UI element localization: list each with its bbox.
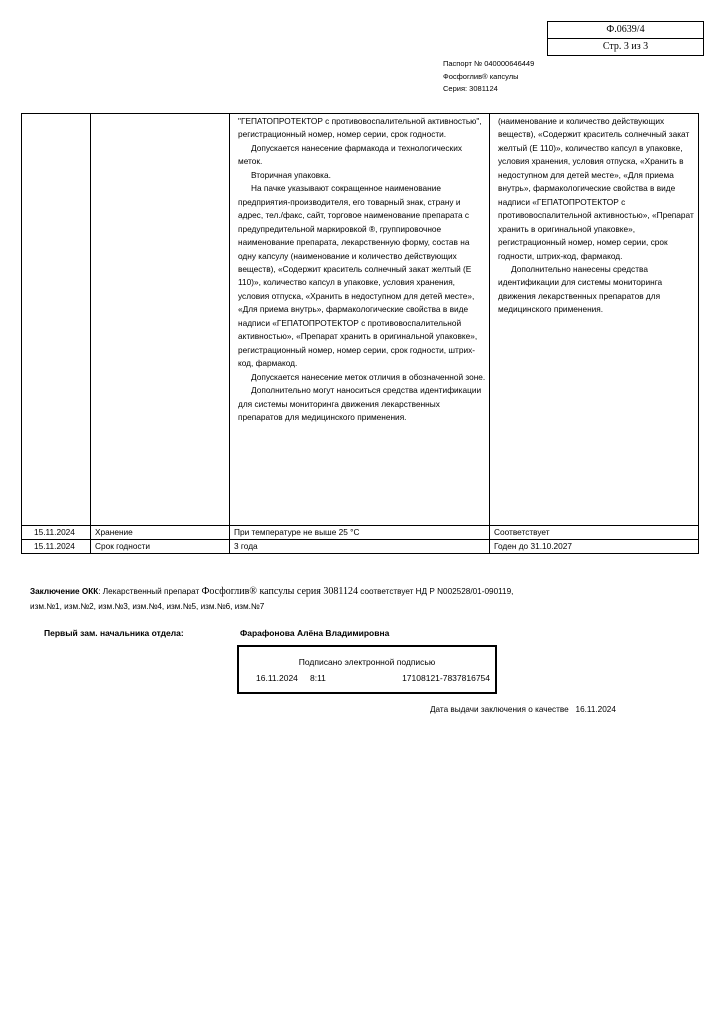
requirement-paragraph: На пачке указывают сокращенное наименование предприятия-производителя, его товарный знак, страну и адрес, тел./факс, сайт, торговое наименование препарата с предупредительной маркировкой ®, группировочное наименование препарата, лекарственную форму, состав на одну капсулу (наименование и количество действующих веществ), «Содержит краситель солнечный закат желтый (Е 110)», количество капсул в упаковке, условия хранения, условия отпуска, «Хранить в недоступном для детей месте», «Для приема внутрь», фармакологические свойства в виде надписи «ГЕПАТОПРОТЕКТОР с противовоспалительной активностью», «Препарат хранить в оригинальной упаковке», регистрационный номер, номер серии, срок годности, штрих-код, фармакод. bbox=[238, 183, 478, 369]
parameter-cell bbox=[91, 114, 230, 526]
result-cell bbox=[490, 114, 699, 526]
series-number: Серия: 3081124 bbox=[443, 84, 498, 93]
table-row bbox=[22, 526, 699, 540]
electronic-signature-stamp bbox=[237, 645, 497, 694]
signature-serial: 17108121-7837816754 bbox=[402, 673, 490, 683]
result-cell: Годен до 31.10.2027 bbox=[490, 540, 699, 554]
conclusion bbox=[30, 584, 690, 614]
table-row bbox=[22, 114, 699, 526]
signer-position: Первый зам. начальника отдела: bbox=[44, 628, 184, 638]
signature-title: Подписано электронной подписью bbox=[298, 657, 436, 667]
result-paragraph: (наименование и количество действующих веществ), «Содержит краситель солнечный закат желтый (Е 110)», количество капсул в упаковке, условия хранения, условия отпуска, «Хранить в недоступном для детей месте», «Для приема внутрь», фармакологические свойства в виде надписи «ГЕПАТОПРОТЕКТОР с противовоспалительной активностью», «Препарат хранить в оригинальной упаковке», регистрационный номер, номер серии, срок годности, штрих-код, фармакод. bbox=[498, 116, 694, 261]
result-cell: Соответствует bbox=[490, 526, 699, 540]
issue-date-value: 16.11.2024 bbox=[575, 705, 616, 714]
conclusion-label: Заключение ОКК bbox=[30, 587, 99, 596]
date-cell bbox=[22, 114, 91, 526]
signature-date: 16.11.2024 bbox=[256, 673, 298, 683]
result-paragraph: Дополнительно нанесены средства идентификации для системы мониторинга движения лекарственных препаратов для медицинского применения. bbox=[498, 263, 663, 315]
requirement-paragraph: Допускается нанесение меток отличия в обозначенной зоне. bbox=[251, 371, 486, 382]
signer-name: Фарафонова Алёна Владимировна bbox=[240, 628, 390, 638]
product-name: Фосфоглив® капсулы bbox=[443, 71, 519, 81]
conclusion-text: соответствует НД Р N002528/01-090119, bbox=[360, 587, 514, 596]
conclusion-amendments: изм.№1, изм.№2, изм.№3, изм.№4, изм.№5, изм.№6, изм.№7 bbox=[30, 602, 265, 611]
table-row bbox=[22, 540, 699, 554]
form-number-box bbox=[547, 21, 704, 56]
date-cell: 15.11.2024 bbox=[22, 540, 91, 554]
conclusion-product: Фосфоглив® капсулы серия 3081124 bbox=[201, 586, 358, 597]
requirement-cell bbox=[230, 114, 490, 526]
form-code: Ф.0639/4 bbox=[606, 24, 645, 35]
page-counter: Стр. 3 из 3 bbox=[548, 38, 703, 55]
issue-label: Дата выдачи заключения о качестве bbox=[430, 705, 569, 714]
parameter-cell: Срок годности bbox=[91, 540, 230, 554]
requirement-cell: При температуре не выше 25 °С bbox=[230, 526, 490, 540]
document-header bbox=[443, 58, 534, 96]
requirement-paragraph: Дополнительно могут наноситься средства идентификации для системы мониторинга движения лекарственных препаратов для медицинского применения. bbox=[238, 385, 482, 422]
date-cell: 15.11.2024 bbox=[22, 526, 91, 540]
requirement-paragraph: Вторичная упаковка. bbox=[251, 169, 331, 180]
conclusion-text: : Лекарственный препарат bbox=[98, 587, 200, 596]
requirement-paragraph: Допускается нанесение фармакода и технологических меток. bbox=[238, 142, 462, 167]
quality-table bbox=[21, 113, 699, 554]
parameter-cell: Хранение bbox=[91, 526, 230, 540]
requirement-paragraph: "ГЕПАТОПРОТЕКТОР с противовоспалительной активностью", регистрационный номер, номер серии, срок годности. bbox=[238, 116, 482, 140]
requirement-cell: 3 года bbox=[230, 540, 490, 554]
passport-number: Паспорт № 040000646449 bbox=[443, 59, 535, 68]
issue-date bbox=[430, 705, 616, 714]
signature-time: 8:11 bbox=[310, 673, 326, 683]
